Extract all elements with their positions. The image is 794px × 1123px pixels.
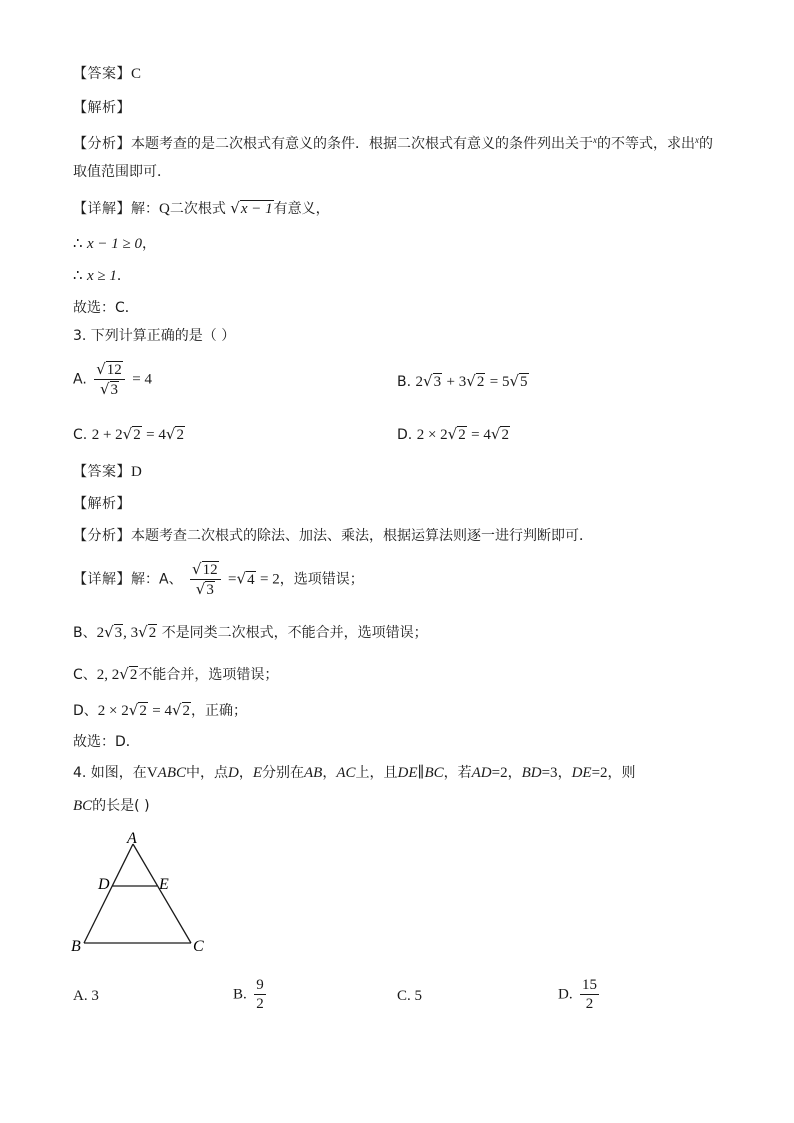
label-d: D <box>98 876 110 893</box>
radicand: 2 <box>476 374 485 390</box>
denominator: 2 <box>256 996 264 1012</box>
sqrt-icon: √ <box>171 701 182 719</box>
because-symbol: Q <box>159 201 170 217</box>
stem-text: ，则 <box>607 765 636 781</box>
fraction <box>94 360 125 399</box>
triangle-figure <box>60 825 220 960</box>
sqrt-icon: √ <box>165 425 176 443</box>
q3-analysis-heading <box>73 494 131 514</box>
point-e: E <box>252 765 263 781</box>
sqrt-icon: √ <box>99 380 110 398</box>
sqrt-icon: √ <box>104 623 114 641</box>
stem-text: ， <box>322 765 337 781</box>
option-b-label: B. <box>397 374 412 390</box>
fenxi-line-2 <box>73 162 171 182</box>
coef: 2 <box>96 625 105 641</box>
numerator: 12 <box>202 562 218 578</box>
label-c: C <box>193 938 204 955</box>
equals: = <box>228 571 237 588</box>
q3-option-b <box>397 372 529 391</box>
coef: 2 <box>415 374 424 390</box>
side-ab <box>84 844 133 943</box>
q4-stem-line-1 <box>73 763 636 783</box>
term: 2 × 2 <box>416 427 448 443</box>
detail-d-suffix: ，正确； <box>191 703 248 719</box>
radicand: 2 <box>139 703 147 719</box>
segment-bd: BD <box>521 765 542 781</box>
conclusion-text: 故选：D． <box>73 734 140 750</box>
stem-text: ， <box>557 765 572 781</box>
fenxi-tag: 【分析】 <box>73 136 131 152</box>
q4-option-c <box>397 988 422 1005</box>
option-a-label: A. <box>73 371 87 388</box>
numerator: 15 <box>582 977 598 993</box>
option-a-label: A. 3 <box>73 988 99 1004</box>
radicand: 3 <box>114 625 123 641</box>
denominator: 3 <box>206 582 214 598</box>
sqrt-icon: √ <box>466 372 476 390</box>
x-variable: x <box>593 135 597 145</box>
step2-line <box>73 266 131 286</box>
numerator: 12 <box>106 362 122 378</box>
detail-c-prefix: C、 <box>73 667 97 683</box>
option-a-rhs: = 4 <box>132 371 152 388</box>
fenxi-line-1 <box>73 130 713 154</box>
stem-text: ，若 <box>443 765 472 781</box>
term: = 4 <box>146 427 166 443</box>
step1-line <box>73 234 156 254</box>
answer-value: C <box>131 66 142 82</box>
fenxi-text-3: 的 <box>699 136 713 152</box>
term: 2 + 2 <box>91 427 123 443</box>
fraction <box>254 976 266 1013</box>
segment-ac: AC <box>336 765 356 781</box>
detail-text-3: 有意义， <box>273 201 330 217</box>
sqrt-icon: √ <box>96 360 106 378</box>
sqrt-icon: √ <box>195 580 206 598</box>
denominator: 2 <box>585 996 594 1012</box>
label-a: A <box>127 830 137 847</box>
radicand: 4 <box>247 571 255 588</box>
fenxi-text: 本题考查二次根式的除法、加法、乘法，根据运算法则逐一进行判断即可． <box>131 528 593 544</box>
q3-conclusion <box>73 732 140 752</box>
side-ac <box>133 844 191 943</box>
stem-text: 中，点 <box>186 765 228 781</box>
analysis-tag: 【解析】 <box>73 496 131 512</box>
step1-expr: x − 1 ≥ 0 <box>87 236 143 252</box>
q3-detail-c <box>73 664 278 685</box>
stem-text: 上，且 <box>355 765 398 781</box>
step2-expr: x ≥ 1 <box>87 268 117 284</box>
sqrt-icon: √ <box>423 372 433 390</box>
conclusion-text: 故选：C． <box>73 300 139 316</box>
detail-tag: 【详解】 <box>73 571 131 588</box>
answer-value: D <box>131 464 142 480</box>
sqrt-icon: √ <box>128 701 139 719</box>
radicand: 3 <box>433 374 442 390</box>
q3-stem-text: 3. 下列计算正确的是（ ） <box>73 328 236 344</box>
sqrt-icon: √ <box>447 425 458 443</box>
stem-text: 分别在 <box>262 765 305 781</box>
radicand: x − 1 <box>240 201 273 217</box>
radicand: 2 <box>148 625 157 641</box>
q3-answer-line <box>73 462 142 482</box>
sqrt-icon: √ <box>192 560 202 578</box>
stem-text: ， <box>238 765 253 781</box>
term: = 5 <box>489 374 510 390</box>
denominator: 3 <box>110 382 119 398</box>
detail-c-suffix: 不能合并，选项错误； <box>138 667 279 683</box>
answer-line <box>73 64 141 84</box>
therefore-symbol: ∴ <box>73 268 83 284</box>
term: 2 × 2 <box>97 703 129 719</box>
radicand: 5 <box>520 374 528 390</box>
x-variable: x <box>695 135 699 145</box>
option-b-label: B. <box>233 986 247 1003</box>
segment-de: DE <box>571 765 592 781</box>
radicand: 2 <box>176 427 184 443</box>
sqrt-icon: √ <box>490 425 501 443</box>
fraction <box>190 560 221 599</box>
fenxi-tag: 【分析】 <box>73 528 131 544</box>
q4-option-a <box>73 988 99 1005</box>
q3-fenxi-line <box>73 526 593 546</box>
fenxi-text-2: 的不等式，求出 <box>597 136 695 152</box>
q3-stem <box>73 326 235 346</box>
bd-value: =3 <box>541 765 558 781</box>
detail-a-suffix: ，选项错误； <box>279 571 364 588</box>
parallel-symbol: ∥ <box>417 765 425 781</box>
segment-ab: AB <box>304 765 323 781</box>
q4-stem-line-2 <box>73 796 150 816</box>
detail-tag: 【详解】 <box>73 201 131 217</box>
label-e: E <box>159 876 169 893</box>
radicand: 2 <box>182 703 191 719</box>
term: + 3 <box>446 374 467 390</box>
radicand: 2 <box>133 427 141 443</box>
period: ． <box>116 268 131 284</box>
segment-bc: BC <box>73 798 93 814</box>
radicand: 2 <box>458 427 466 443</box>
radicand: 2 <box>501 427 509 443</box>
sqrt-icon: √ <box>122 425 133 443</box>
option-d-label: D. <box>397 427 413 443</box>
radicand: 2 <box>129 667 138 683</box>
analysis-heading <box>73 98 131 118</box>
segment-ad: AD <box>471 765 492 781</box>
answer-tag: 【答案】 <box>73 464 131 480</box>
therefore-symbol: ∴ <box>73 236 83 252</box>
detail-text-2: 二次根式 <box>169 201 226 217</box>
segment-de: DE <box>397 765 418 781</box>
detail-b-suffix: 不是同类二次根式，不能合并，选项错误； <box>161 625 428 641</box>
analysis-tag: 【解析】 <box>73 100 131 116</box>
segment-bc: BC <box>424 765 444 781</box>
sqrt-icon: √ <box>119 665 129 683</box>
answer-tag: 【答案】 <box>73 66 131 82</box>
fenxi-text-1: 本题考查的是二次根式有意义的条件．根据二次根式有意义的条件列出关于 <box>131 136 593 152</box>
sqrt-icon: √ <box>509 372 520 390</box>
conclusion-line <box>73 298 139 318</box>
ad-value: =2 <box>491 765 508 781</box>
de-value: =2 <box>591 765 608 781</box>
fraction <box>580 976 599 1013</box>
q3-option-c <box>73 425 185 444</box>
triangle-symbol: V <box>146 765 158 781</box>
stem-text: 4. 如图，在 <box>73 765 147 781</box>
comma: ， <box>142 236 157 252</box>
detail-b-prefix: B、 <box>73 625 97 641</box>
option-d-label: D. <box>558 986 573 1003</box>
label-b: B <box>71 938 81 955</box>
q4-option-d <box>558 976 602 1013</box>
term: = 2 <box>260 571 280 588</box>
fenxi-text-4: 取值范围即可． <box>73 164 171 180</box>
point-d: D <box>228 765 239 781</box>
term: 2, 2 <box>96 667 120 683</box>
q3-detail-b <box>73 622 428 643</box>
term: = 4 <box>471 427 491 443</box>
q3-option-a <box>73 360 152 399</box>
sqrt-icon: √ <box>138 623 148 641</box>
detail-d-prefix: D、 <box>73 703 98 719</box>
option-c-label: C. <box>73 427 88 443</box>
triangle-name: ABC <box>157 765 186 781</box>
q3-detail-d <box>73 700 247 721</box>
detail-a-prefix: 解：A、 <box>131 571 183 588</box>
detail-text-1: 解： <box>131 201 159 217</box>
q3-option-d <box>397 425 510 444</box>
detail-line <box>73 198 330 219</box>
q3-detail-a <box>73 560 364 599</box>
q4-option-b <box>233 976 269 1013</box>
term: = 4 <box>152 703 172 719</box>
numerator: 9 <box>256 977 264 993</box>
sqrt-icon: √ <box>236 569 247 588</box>
sqrt-icon: √ <box>230 199 240 217</box>
stem-text: 的长是( ) <box>92 798 150 814</box>
option-c-label: C. 5 <box>397 988 423 1004</box>
stem-text: ， <box>507 765 522 781</box>
term: , 3 <box>123 625 139 641</box>
